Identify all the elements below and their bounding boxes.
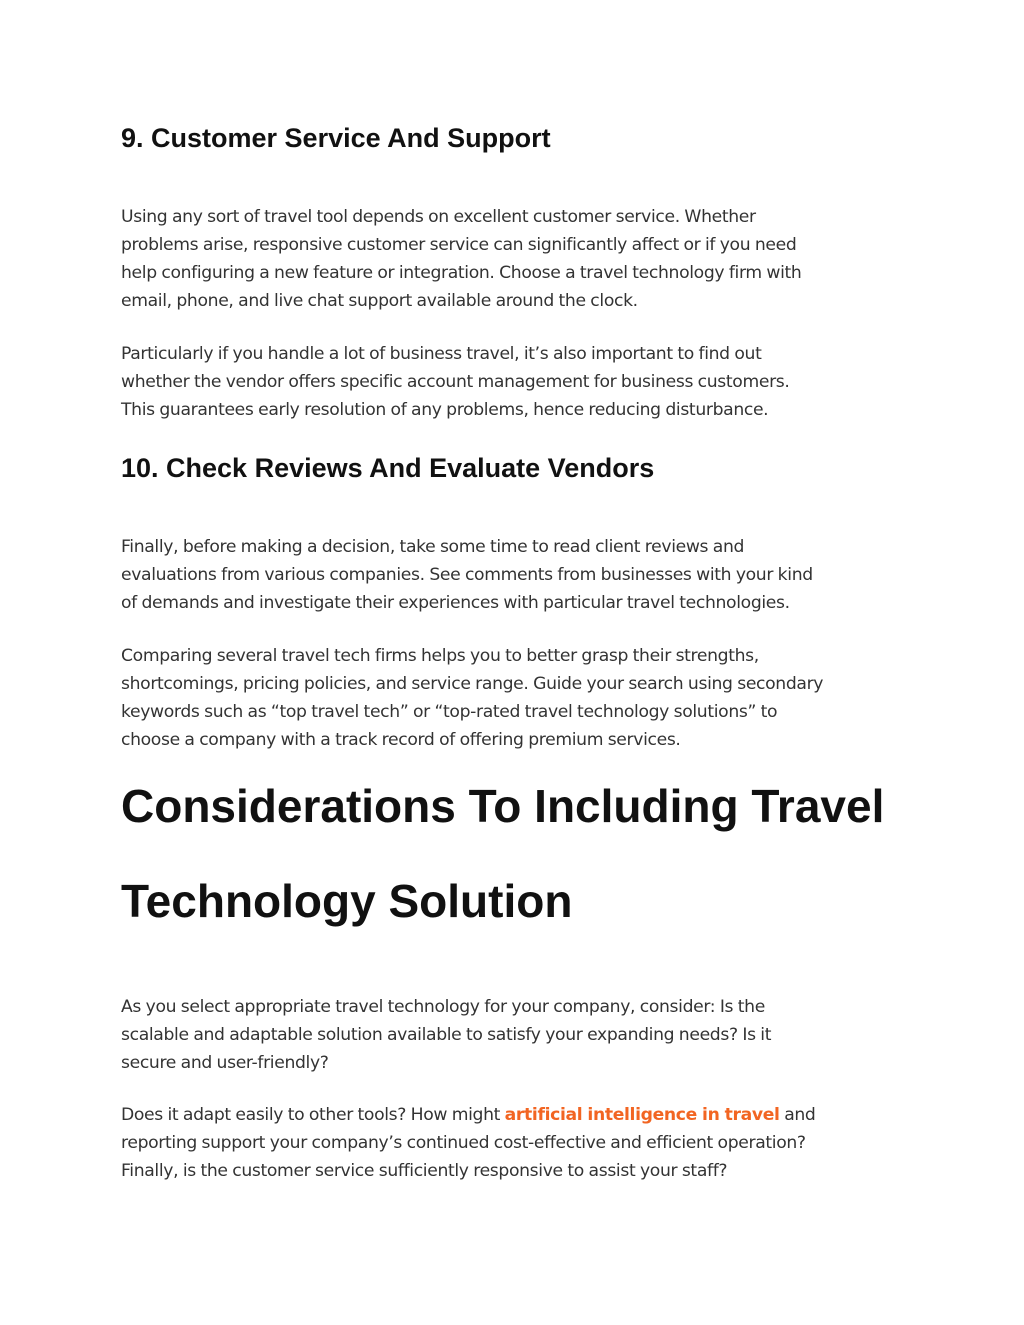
text-line: shortcomings, pricing policies, and service range. Guide your search using secondary [121,674,824,694]
text-line: of demands and investigate their experiences with particular travel technologies. [121,593,790,613]
ai-in-travel-link[interactable]: artificial intelligence in travel [504,1105,780,1125]
text-line: email, phone, and live chat support available around the clock. [121,291,638,311]
text-line: problems arise, responsive customer service can significantly affect or if you need [121,235,797,255]
considerations-paragraph-1 [121,993,891,1077]
section-10-heading: 10. Check Reviews And Evaluate Vendors [121,453,655,483]
section-9-heading: 9. Customer Service And Support [121,123,551,153]
text-line: As you select appropriate travel technology for your company, consider: Is the [121,997,765,1017]
text-line: scalable and adaptable solution available to satisfy your expanding needs? Is it [121,1025,772,1045]
text-line: Particularly if you handle a lot of business travel, it’s also important to find out [121,344,762,364]
text-line: keywords such as “top travel tech” or “top-rated travel technology solutions” to [121,702,778,722]
section-10-paragraph-1 [121,533,891,617]
text-line: secure and user-friendly? [121,1053,329,1073]
text-line: Using any sort of travel tool depends on excellent customer service. Whether [121,207,756,227]
text-line [121,1101,891,1129]
section-9-paragraph-2 [121,340,891,424]
considerations-heading-line-1: Considerations To Including Travel [121,780,885,832]
text-line: Finally, before making a decision, take some time to read client reviews and [121,537,745,557]
section-9-paragraph-1 [121,203,891,315]
considerations-heading-line-2: Technology Solution [121,875,573,927]
text-line: choose a company with a track record of offering premium services. [121,730,681,750]
text-line: evaluations from various companies. See comments from businesses with your kind [121,565,813,585]
text-line: This guarantees early resolution of any problems, hence reducing disturbance. [121,400,769,420]
text-line: Finally, is the customer service sufficiently responsive to assist your staff? [121,1161,728,1181]
text-line: help configuring a new feature or integration. Choose a travel technology firm with [121,263,802,283]
section-10-paragraph-2 [121,642,891,754]
text-line: Comparing several travel tech firms helps you to better grasp their strengths, [121,646,759,666]
text-line: whether the vendor offers specific account management for business customers. [121,372,790,392]
considerations-paragraph-2 [121,1101,891,1185]
text-before-link: Does it adapt easily to other tools? How might [121,1105,505,1125]
text-line: reporting support your company’s continued cost-effective and efficient operation? [121,1133,806,1153]
text-after-link: and [779,1105,816,1125]
